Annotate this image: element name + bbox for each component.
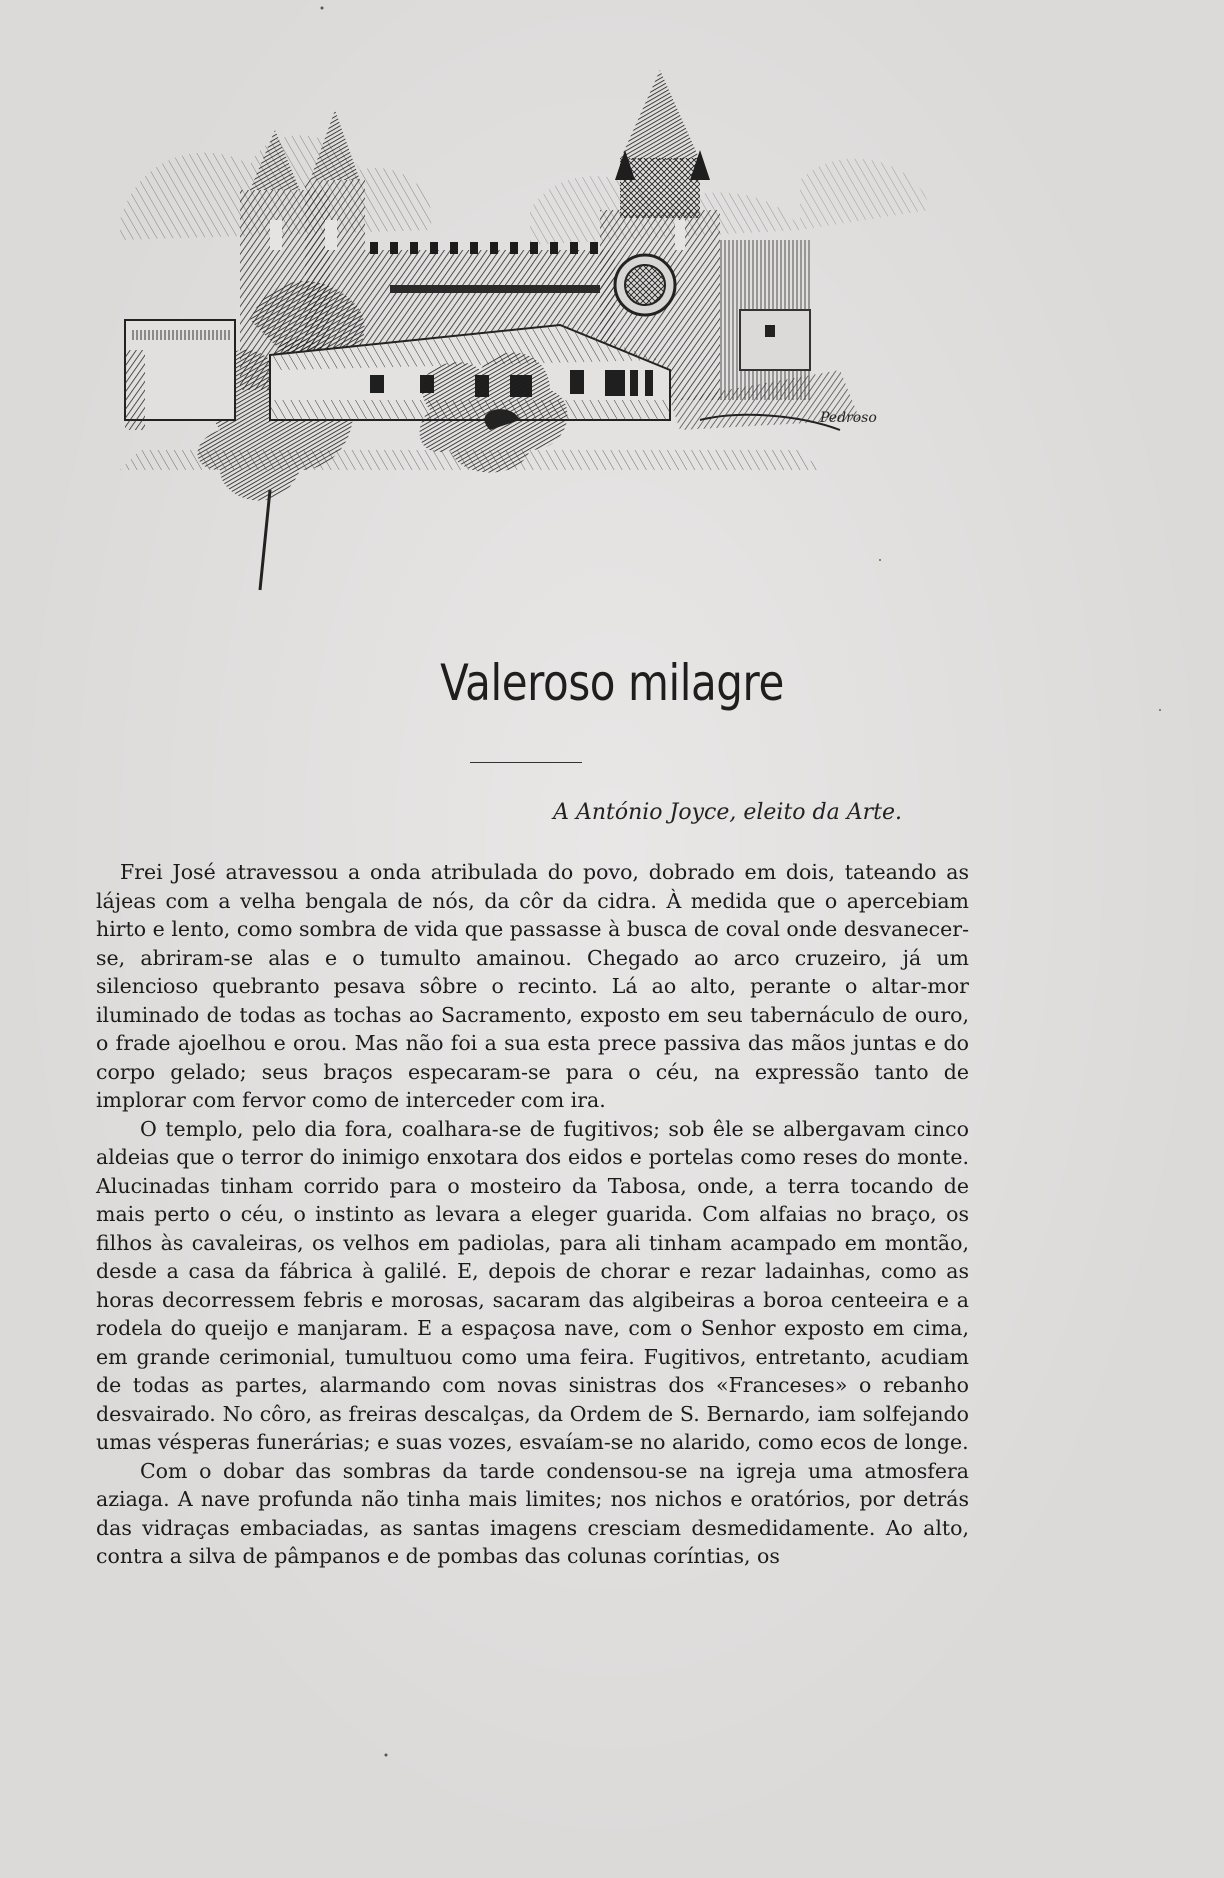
paragraph: O templo, pelo dia fora, coalhara-se de fugitivos; sob êle se albergavam cinco aldeias que o terror do inimigo enxotara dos eidos e portelas como reses do monte. Alucinadas tinham corrido para o mosteiro da Tabosa, onde, a terra tocando de mais perto o céu, o instinto as levara a eleger guarida. Com alfaias no braço, os filhos às cavaleiras, os velhos em padiolas, para ali tinham acampado em montão, desde a casa da fábrica à galilé. E, depois de chorar e rezar ladainhas, como as horas decorressem febris e morosas, sacaram das algibeiras a boroa centeeira e a rodela do queijo e manjaram. E a espaçosa nave, com o Senhor exposto em cima, em grande cerimonial, tumultuou como uma feira. Fugitivos, entretanto, acudiam de todas as partes, alarmando com novas sinistras dos «Franceses» o rebanho desvairado. No côro, as freiras descalças, da Ordem de S. Bernardo, iam solfejando umas vésperas funerárias; e suas vozes, esvaíam-se no alarido, como ecos de longe. xyxy=(96,1116,969,1454)
paragraph: Frei José atravessou a onda atribulada do povo, dobrado em dois, tateando as lájeas com a velha bengala de nós, da côr da cidra. À medida que o apercebiam hirto e lento, como sombra de vida que passasse à busca de coval onde desvanecer-se, abriram-se alas e o tumulto amainou. Chegado ao arco cruzeiro, já um silencioso quebranto pesava sôbre o recinto. Lá ao alto, perante o altar-mor iluminado de todas as tochas ao Sacramento, exposto em seu tabernáculo de ouro, o frade ajoelhou e orou. Mas não foi a sua esta prece passiva das mãos juntas e do corpo gelado; seus braços especaram-se para o céu, na expressão tanto de implorar com fervor como de interceder com ira. xyxy=(96,860,969,1112)
paragraph: Com o dobar das sombras da tarde condensou-se na igreja uma atmosfera aziaga. A nave profunda não tinha mais limites; nos nichos e oratórios, por detrás das vidraças embaciadas, as santas imagens cresciam desmedidamente. Ao alto, contra a silva de pâmpanos e de pombas das colunas coríntias, os xyxy=(96,1458,969,1568)
cathedral-engraving-icon xyxy=(100,70,980,610)
dedication: A António Joyce, eleito da Arte. xyxy=(553,800,902,825)
cathedral-illustration xyxy=(100,70,980,610)
title-divider xyxy=(470,762,582,763)
body-text xyxy=(96,858,969,1571)
artist-signature: Pedroso xyxy=(820,410,877,426)
page-title: Valeroso milagre xyxy=(440,654,784,712)
